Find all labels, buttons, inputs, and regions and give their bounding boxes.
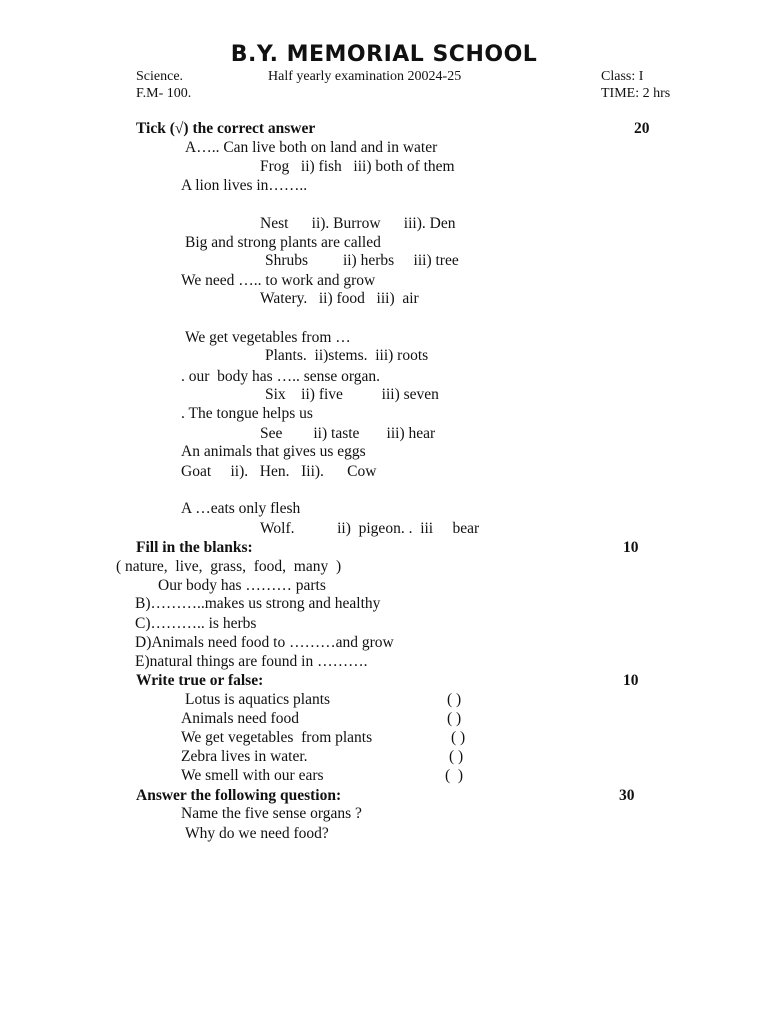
statement-text: We smell with our ears	[181, 767, 324, 784]
answer-options: See ii) taste iii) hear	[260, 425, 436, 442]
question-line: A….. Can live both on land and in water	[185, 139, 438, 156]
exam-label: Half yearly examination 20024-25	[268, 69, 462, 84]
question-line: Why do we need food?	[185, 825, 329, 842]
section-marks-true-false: 10	[623, 672, 639, 689]
section-heading-tick: Tick (√) the correct answer	[136, 120, 316, 137]
section-marks-answer: 30	[619, 787, 635, 804]
answer-options: Goat ii). Hen. Iii). Cow	[181, 463, 377, 480]
question-line: We need ….. to work and grow	[181, 272, 376, 289]
blank-line: E)natural things are found in ……….	[135, 653, 368, 670]
answer-options: Wolf. ii) pigeon. . iii bear	[260, 520, 480, 537]
subject-label: Science.	[136, 69, 184, 84]
answer-box: ( )	[451, 729, 466, 746]
question-line: An animals that gives us eggs	[181, 443, 366, 460]
question-line: . our body has ….. sense organ.	[181, 368, 381, 385]
answer-box: ( )	[449, 748, 464, 765]
answer-options: Plants. ii)stems. iii) roots	[265, 347, 429, 364]
section-marks-fill: 10	[623, 539, 639, 556]
question-line: We get vegetables from …	[185, 329, 351, 346]
word-bank: ( nature, live, grass, food, many )	[116, 558, 342, 575]
section-marks-tick: 20	[634, 120, 650, 137]
blank-line: Our body has ……… parts	[158, 577, 326, 594]
question-line: A …eats only flesh	[181, 500, 301, 517]
school-title: B.Y. MEMORIAL SCHOOL	[230, 42, 538, 67]
answer-options: Frog ii) fish iii) both of them	[260, 158, 455, 175]
answer-box: ( )	[447, 710, 462, 727]
class-label: Class: I	[601, 69, 644, 84]
statement-text: Lotus is aquatics plants	[185, 691, 331, 708]
question-line: Name the five sense organs ?	[181, 805, 362, 822]
question-line: Big and strong plants are called	[185, 234, 381, 251]
statement-text: Zebra lives in water.	[181, 748, 308, 765]
blank-line: D)Animals need food to ………and grow	[135, 634, 394, 651]
question-line: A lion lives in……..	[181, 177, 308, 194]
answer-options: Nest ii). Burrow iii). Den	[260, 215, 456, 232]
answer-box: ( )	[447, 691, 462, 708]
blank-line: B)………..makes us strong and healthy	[135, 595, 381, 612]
section-heading-fill: Fill in the blanks:	[136, 539, 253, 556]
full-marks-label: F.M- 100.	[136, 86, 192, 101]
statement-text: Animals need food	[181, 710, 299, 727]
blank-line: C)……….. is herbs	[135, 615, 257, 632]
statement-text: We get vegetables from plants	[181, 729, 373, 746]
answer-box: ( )	[445, 767, 464, 784]
answer-options: Shrubs ii) herbs iii) tree	[265, 252, 459, 269]
answer-options: Six ii) five iii) seven	[265, 386, 439, 403]
section-heading-answer: Answer the following question:	[136, 787, 342, 804]
answer-options: Watery. ii) food iii) air	[260, 290, 419, 307]
question-line: . The tongue helps us	[181, 405, 313, 422]
time-label: TIME: 2 hrs	[601, 86, 671, 101]
section-heading-true-false: Write true or false:	[136, 672, 264, 689]
